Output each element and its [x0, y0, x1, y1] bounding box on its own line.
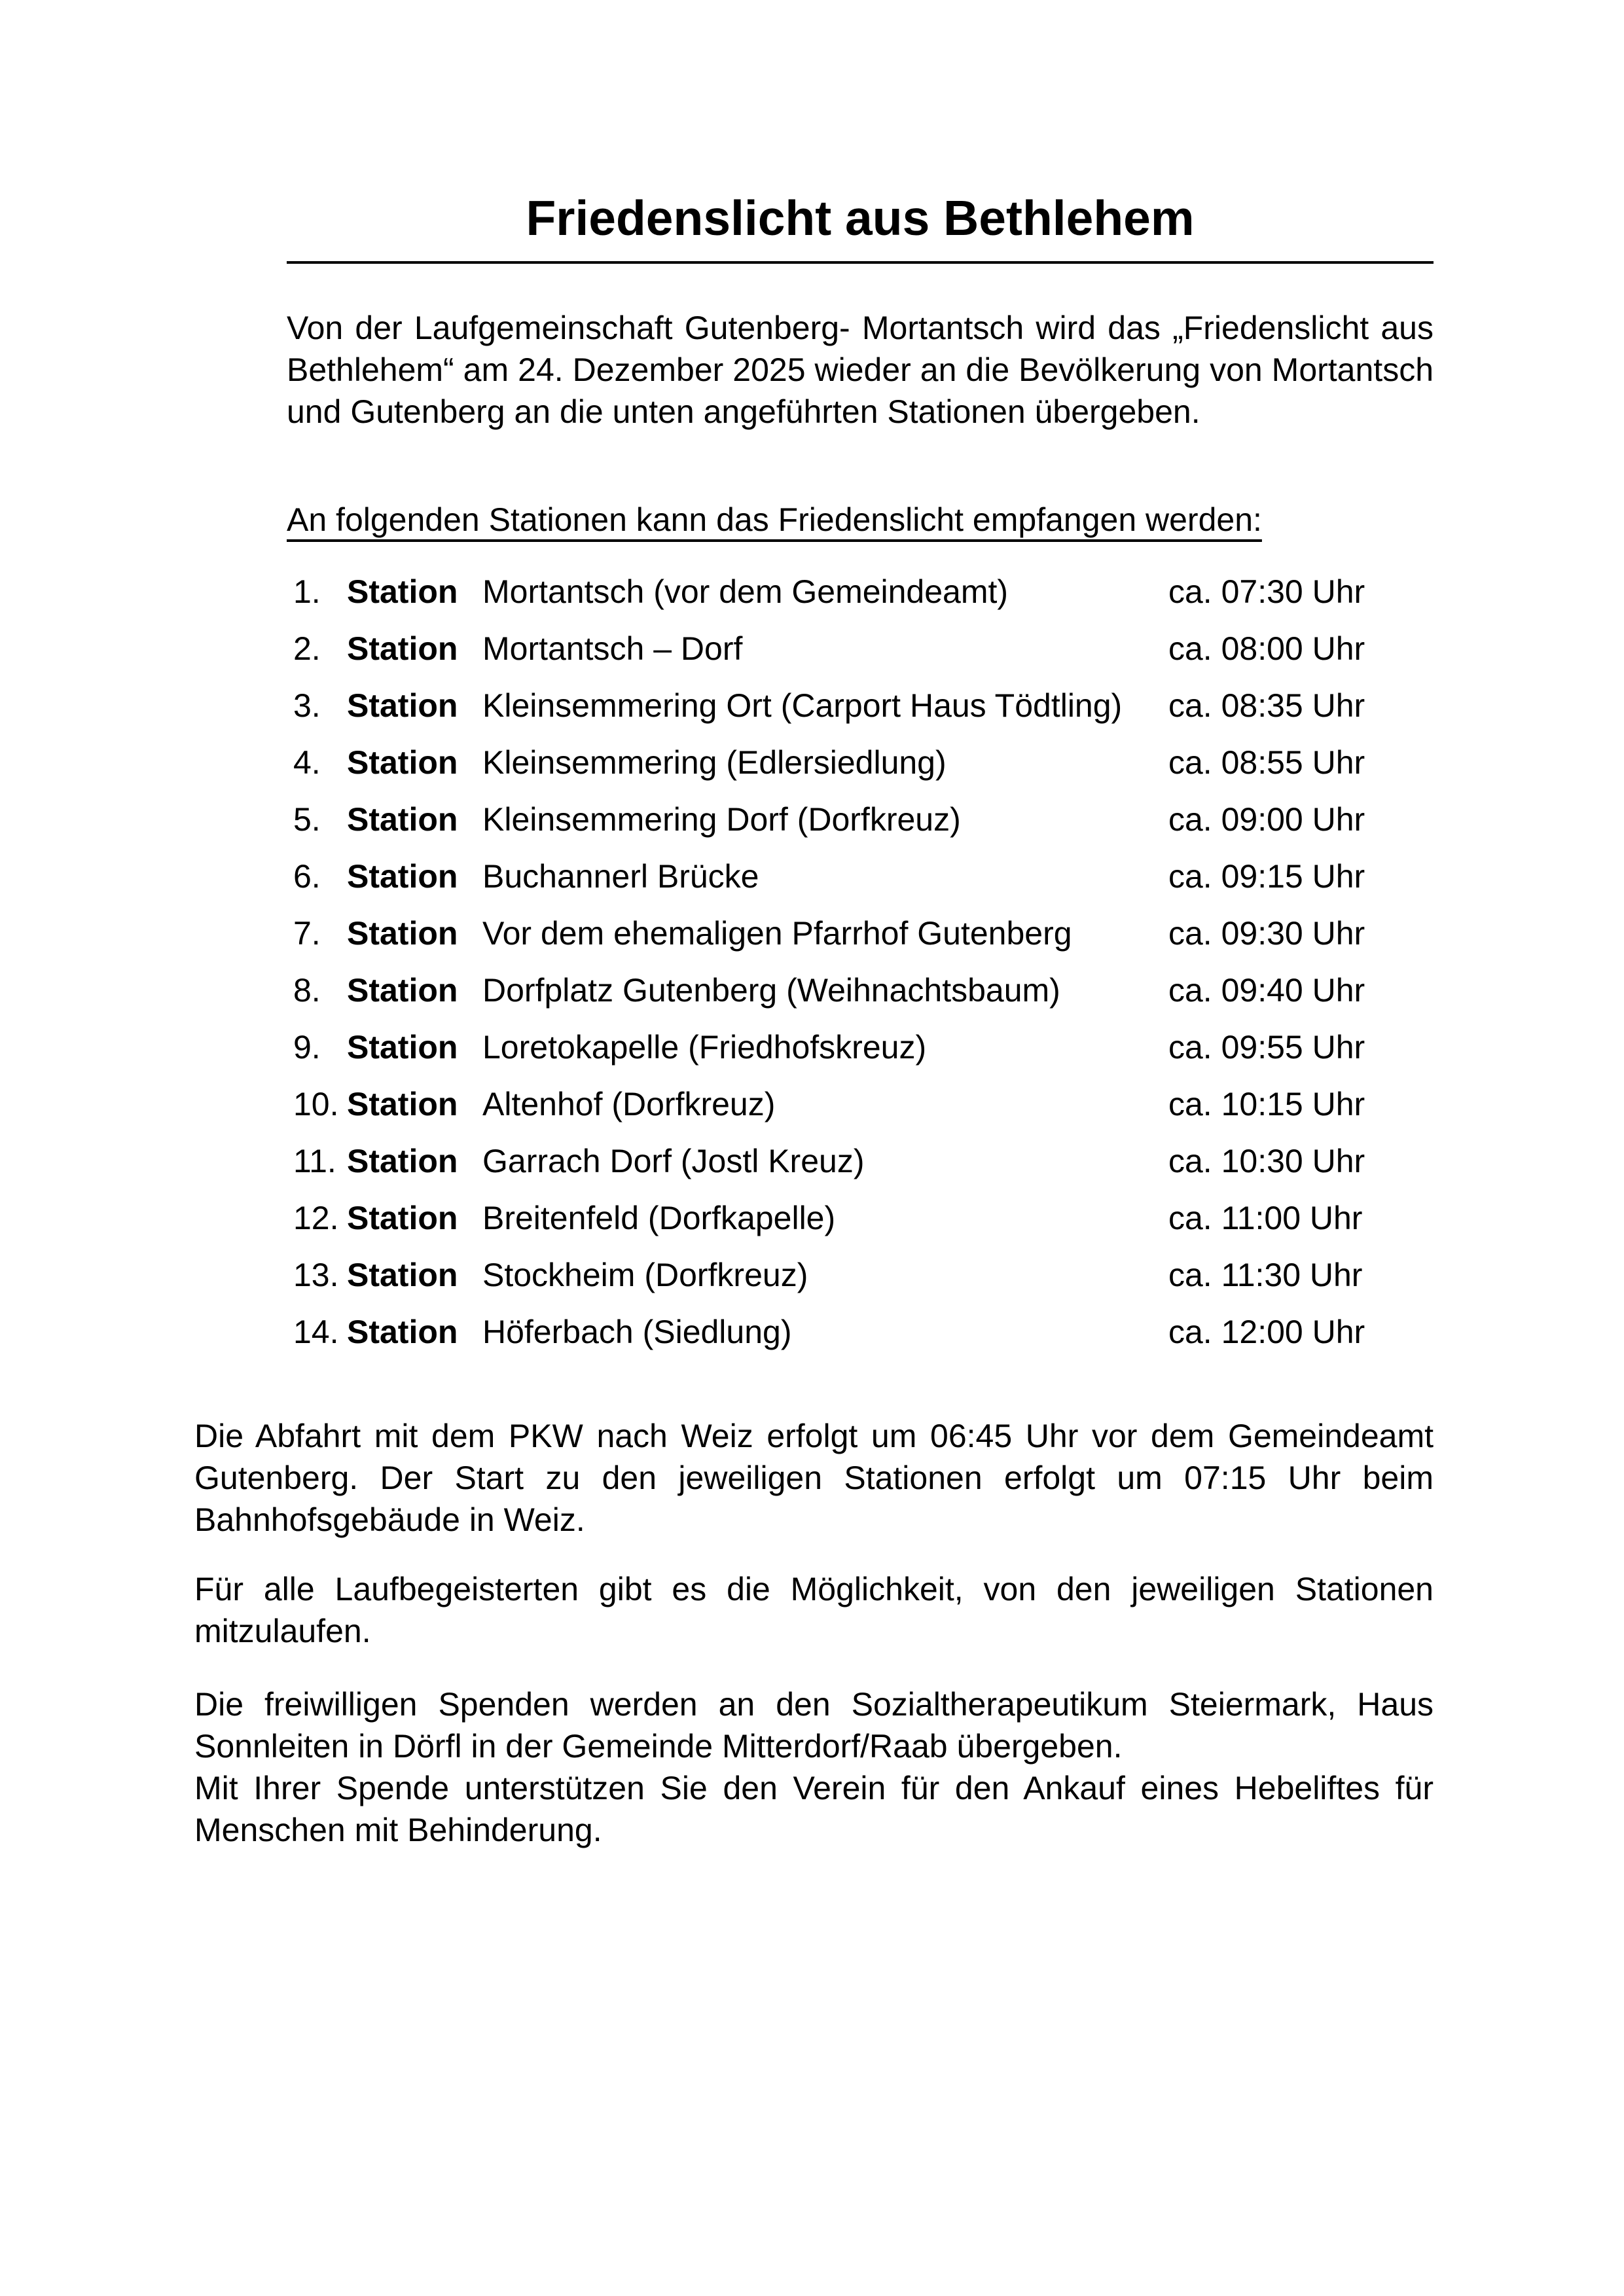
page-title: Friedenslicht aus Bethlehem: [526, 190, 1195, 245]
station-number: 14.: [293, 1314, 339, 1350]
station-location: Breitenfeld (Dorfkapelle): [482, 1200, 836, 1236]
station-row: [287, 798, 1434, 840]
station-location: Höferbach (Siedlung): [482, 1314, 792, 1350]
station-label: Station: [347, 1314, 458, 1350]
station-row: [287, 969, 1434, 1011]
station-time: ca. 10:30 Uhr: [1168, 1143, 1365, 1179]
station-time: ca. 08:35 Uhr: [1168, 687, 1365, 724]
stations-list: [287, 571, 1434, 1422]
station-time: ca. 09:15 Uhr: [1168, 858, 1365, 895]
station-row: [287, 912, 1434, 954]
station-row: [287, 1026, 1434, 1068]
station-row: [287, 1197, 1434, 1239]
station-label: Station: [347, 744, 458, 781]
station-number: 7.: [293, 915, 321, 952]
station-label: Station: [347, 1200, 458, 1236]
station-row: [287, 1311, 1434, 1353]
station-location: Loretokapelle (Friedhofskreuz): [482, 1029, 927, 1066]
station-location: Stockheim (Dorfkreuz): [482, 1257, 808, 1293]
station-time: ca. 09:30 Uhr: [1168, 915, 1365, 952]
station-row: [287, 1083, 1434, 1125]
station-label: Station: [347, 1257, 458, 1293]
station-number: 12.: [293, 1200, 339, 1236]
station-time: ca. 07:30 Uhr: [1168, 573, 1365, 610]
station-number: 5.: [293, 801, 321, 838]
departure-paragraph: Die Abfahrt mit dem PKW nach Weiz erfolgt um 06:45 Uhr vor dem Gemeindeamt Gutenberg. Der Start zu den jeweiligen Stationen erfolgt um 07:15 Uhr beim Bahnhofsgebäude in Weiz.: [194, 1418, 1434, 1538]
station-row: [287, 742, 1434, 783]
station-time: ca. 08:00 Uhr: [1168, 630, 1365, 667]
station-row: [287, 571, 1434, 613]
station-time: ca. 11:00 Uhr: [1168, 1200, 1363, 1236]
station-label: Station: [347, 630, 458, 667]
station-label: Station: [347, 1143, 458, 1179]
donations-line-1: Die freiwilligen Spenden werden an den Sozialtherapeutikum Steiermark, Haus Sonnleiten in Dörfl in der Gemeinde Mitterdorf/Raab übergeben.: [194, 1686, 1434, 1765]
station-number: 2.: [293, 630, 321, 667]
donations-line-2: Mit Ihrer Spende unterstützen Sie den Verein für den Ankauf eines Hebeliftes für Menschen mit Behinderung.: [194, 1770, 1434, 1848]
station-number: 9.: [293, 1029, 321, 1066]
station-label: Station: [347, 687, 458, 724]
station-row: [287, 1140, 1434, 1182]
station-number: 4.: [293, 744, 321, 781]
station-time: ca. 09:00 Uhr: [1168, 801, 1365, 838]
station-number: 11.: [293, 1143, 336, 1179]
station-location: Vor dem ehemaligen Pfarrhof Gutenberg: [482, 915, 1072, 952]
stations-heading-text: An folgenden Stationen kann das Friedenslicht empfangen werden:: [287, 501, 1262, 538]
station-location: Mortantsch – Dorf: [482, 630, 743, 667]
station-label: Station: [347, 915, 458, 952]
station-label: Station: [347, 972, 458, 1009]
station-location: Buchannerl Brücke: [482, 858, 759, 895]
stations-heading: [287, 499, 1434, 541]
station-time: ca. 11:30 Uhr: [1168, 1257, 1363, 1293]
station-location: Mortantsch (vor dem Gemeindeamt): [482, 573, 1009, 610]
station-row: [287, 685, 1434, 726]
station-time: ca. 10:15 Uhr: [1168, 1086, 1365, 1122]
station-location: Dorfplatz Gutenberg (Weihnachtsbaum): [482, 972, 1060, 1009]
station-time: ca. 12:00 Uhr: [1168, 1314, 1365, 1350]
intro-paragraph: Von der Laufgemeinschaft Gutenberg- Mortantsch wird das „Friedenslicht aus Bethlehem“ am 24. Dezember 2025 wieder an die Bevölkerung von Mortantsch und Gutenberg an die unten angeführten Stationen übergeben.: [287, 310, 1434, 430]
station-location: Kleinsemmering (Edlersiedlung): [482, 744, 947, 781]
station-number: 13.: [293, 1257, 339, 1293]
station-row: [287, 1254, 1434, 1296]
station-location: Kleinsemmering Ort (Carport Haus Tödtling): [482, 687, 1123, 724]
station-label: Station: [347, 1029, 458, 1066]
station-time: ca. 09:40 Uhr: [1168, 972, 1365, 1009]
station-time: ca. 08:55 Uhr: [1168, 744, 1365, 781]
station-number: 8.: [293, 972, 321, 1009]
station-location: Altenhof (Dorfkreuz): [482, 1086, 776, 1122]
station-label: Station: [347, 1086, 458, 1122]
station-label: Station: [347, 801, 458, 838]
station-row: [287, 855, 1434, 897]
station-location: Kleinsemmering Dorf (Dorfkreuz): [482, 801, 961, 838]
station-number: 10.: [293, 1086, 339, 1122]
station-number: 6.: [293, 858, 321, 895]
station-label: Station: [347, 573, 458, 610]
station-number: 3.: [293, 687, 321, 724]
runners-paragraph: Für alle Laufbegeisterten gibt es die Möglichkeit, von den jeweiligen Stationen mitzulaufen.: [194, 1571, 1434, 1649]
title-divider-rule: [287, 261, 1434, 264]
station-number: 1.: [293, 573, 321, 610]
station-location: Garrach Dorf (Jostl Kreuz): [482, 1143, 865, 1179]
station-row: [287, 628, 1434, 670]
station-time: ca. 09:55 Uhr: [1168, 1029, 1365, 1066]
station-label: Station: [347, 858, 458, 895]
donations-paragraph: [194, 1683, 1434, 1851]
